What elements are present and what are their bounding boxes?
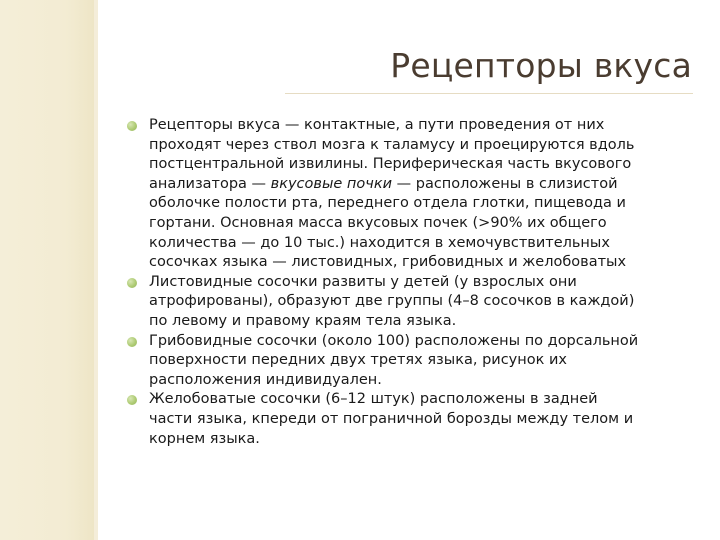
text-line: атрофированы), образуют две группы (4–8 сосочков в каждой) bbox=[149, 293, 635, 310]
bullet-icon bbox=[127, 395, 137, 405]
side-band-edge bbox=[94, 0, 98, 540]
text-line-mixed bbox=[149, 175, 700, 195]
text-line: Листовидные сосочки развиты у детей (у взрослых они bbox=[149, 273, 577, 290]
text-segment: — расположены в слизистой bbox=[392, 175, 618, 192]
text-line: по левому и правому краям тела языка. bbox=[149, 312, 457, 329]
text-line: проходят через ствол мозга к таламусу и проецируются вдоль bbox=[149, 136, 635, 153]
text-line: Желобоватые сосочки (6–12 штук) расположены в задней bbox=[149, 391, 598, 408]
bullet-item-receptors bbox=[127, 116, 700, 273]
bullet-icon bbox=[127, 278, 137, 288]
title-divider bbox=[285, 93, 693, 94]
bullet-list bbox=[127, 116, 700, 449]
bullet-item-circumvallate bbox=[127, 390, 700, 449]
decorative-side-band bbox=[0, 0, 94, 540]
text-line: части языка, кпереди от пограничной борозды между телом и bbox=[149, 410, 634, 427]
bullet-item-foliate bbox=[127, 273, 700, 332]
text-line: корнем языка. bbox=[149, 430, 260, 447]
text-line: количества — до 10 тыс.) находится в хемочувствительных bbox=[149, 234, 610, 251]
text-line: постцентральной извилины. Периферическая часть вкусового bbox=[149, 156, 632, 173]
text-line: Рецепторы вкуса — контактные, а пути проведения от них bbox=[149, 117, 605, 133]
bullet-icon bbox=[127, 121, 137, 131]
text-segment: анализатора — bbox=[149, 175, 271, 192]
text-line: сосочках языка — листовидных, грибовидных и желобоватых bbox=[149, 254, 627, 271]
bullet-icon bbox=[127, 337, 137, 347]
text-line: оболочке полости рта, переднего отдела глотки, пищевода и bbox=[149, 195, 626, 212]
slide-title: Рецепторы вкуса bbox=[390, 46, 692, 85]
text-line: поверхности передних двух третях языка, рисунок их bbox=[149, 352, 567, 369]
text-line: расположения индивидуален. bbox=[149, 371, 382, 388]
bullet-item-fungiform bbox=[127, 332, 700, 391]
emphasis-term: вкусовые почки bbox=[270, 175, 393, 192]
text-line: Грибовидные сосочки (около 100) расположены по дорсальной bbox=[149, 332, 639, 349]
text-line: гортани. Основная масса вкусовых почек (>90% их общего bbox=[149, 214, 607, 231]
